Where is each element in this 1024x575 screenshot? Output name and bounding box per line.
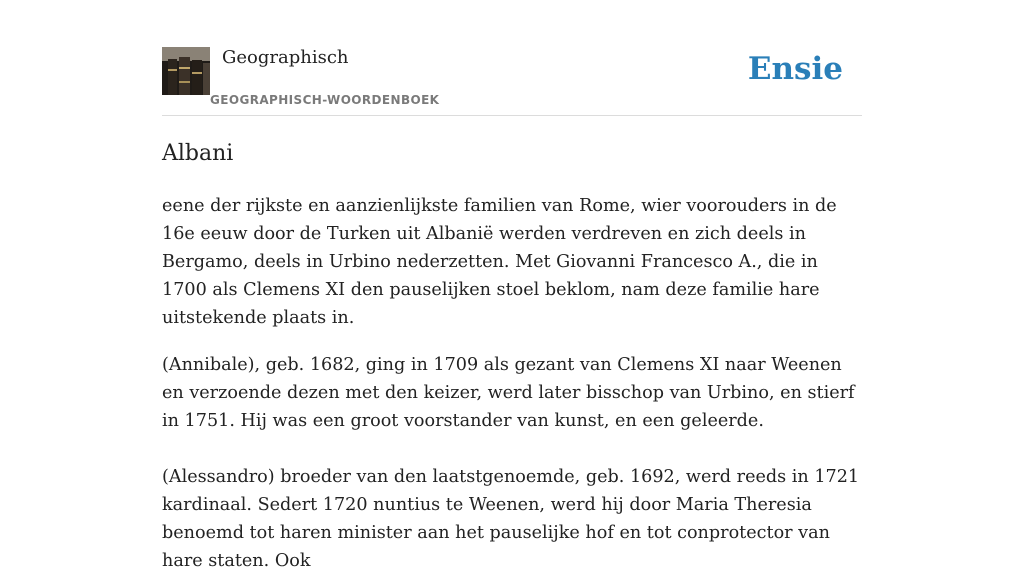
- entry-paragraph: (Alessandro) broeder van den laatstgenoemde, geb. 1692, werd reeds in 1721 kardinaal. Sedert 1720 nuntius te Weenen, werd hij door Maria Theresia benoemd tot haren minister aan het pauselijke hof en tot conprotector van hare staten. Ook: [162, 467, 860, 571]
- entry-paragraph: eene der rijkste en aanzienlijkste familien van Rome, wier voorouders in de 16e eeuw door de Turken uit Albanië werden verdreven en zich deels in Bergamo, deels in Urbino nederzetten. Met Giovanni Francesco A., die in 1700 als Clemens XI den pauselijken stoel beklom, nam deze familie hare uitstekende plaats in.: [162, 196, 837, 328]
- entry-paragraph: (Annibale), geb. 1682, ging in 1709 als gezant van Clemens XI naar Weenen en verzoende dezen met den keizer, werd later bisschop van Urbino, en stierf in 1751. Hij was een groot voorstander van kunst, en een geleerde.: [162, 355, 855, 431]
- entry-content: [162, 138, 862, 575]
- book-spines-photo-icon: [162, 47, 210, 95]
- paragraph-gap: [162, 435, 862, 463]
- source-title[interactable]: Geographisch: [222, 47, 349, 68]
- source-avatar[interactable]: [162, 47, 210, 95]
- brand-logo[interactable]: Ensie: [747, 51, 843, 87]
- entry-title: Albani: [162, 141, 234, 166]
- source-subtitle[interactable]: GEOGRAPHISCH-WOORDENBOEK: [210, 93, 440, 107]
- source-header: [162, 46, 862, 116]
